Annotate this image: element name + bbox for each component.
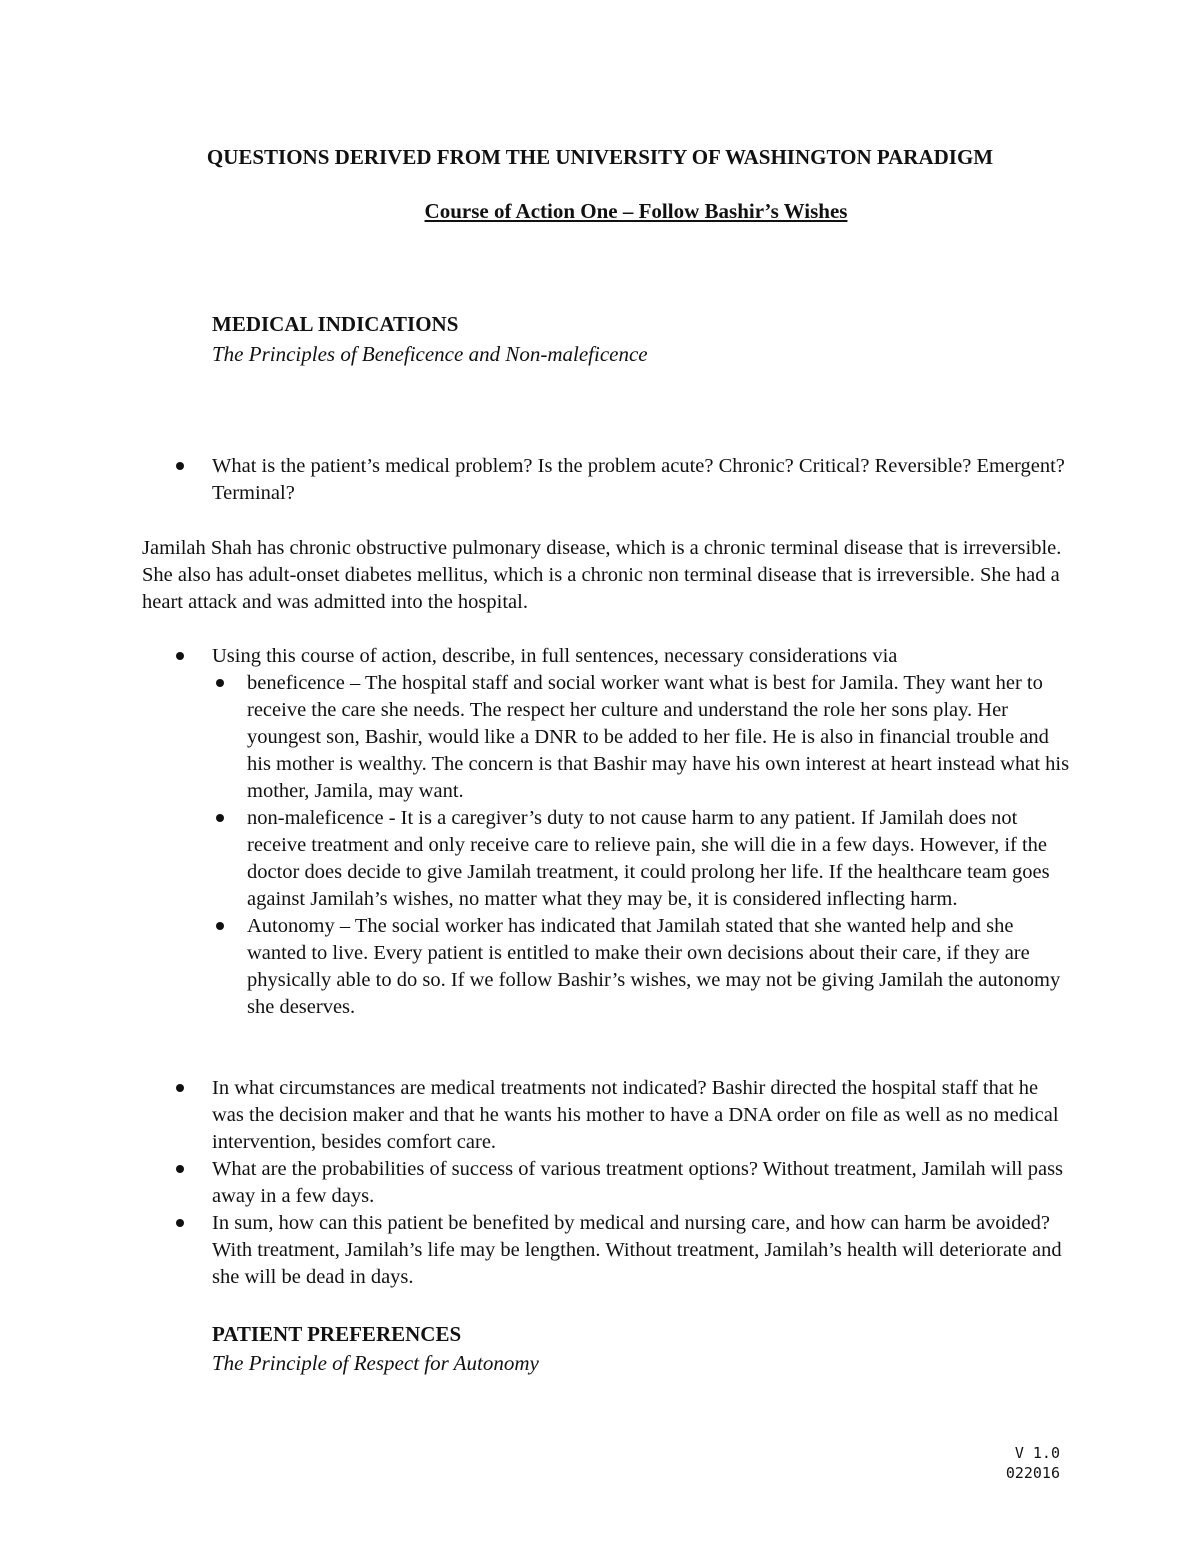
list-item bbox=[212, 1075, 1072, 1156]
question-text: What are the probabilities of success of various treatment options? Without treatment, Jamilah will pass away in a few days. bbox=[212, 1158, 1064, 1207]
list-item bbox=[247, 805, 1072, 913]
question-list-1 bbox=[212, 453, 1072, 507]
version-code: 022016 bbox=[1005, 1464, 1060, 1482]
question-text: What is the patient’s medical problem? Is the problem acute? Chronic? Critical? Reversible? Emergent? Terminal? bbox=[212, 455, 1065, 504]
list-item bbox=[212, 453, 1072, 507]
non-maleficence-text: non-maleficence - It is a caregiver’s duty to not cause harm to any patient. If Jamilah does not receive treatment and only receive care to relieve pain, she will die in a few days. However, if the doctor does decide to give Jamilah treatment, it could prolong her life. If the healthcare team goes against Jamilah’s wishes, no matter what they may be, it is considered inflecting harm. bbox=[247, 807, 1050, 910]
version-label: V 1.0 bbox=[1014, 1444, 1060, 1462]
answer-paragraph: Jamilah Shah has chronic obstructive pulmonary disease, which is a chronic terminal disease that is irreversible. She also has adult-onset diabetes mellitus, which is a chronic non terminal disease that is irreversible. She had a heart attack and was admitted into the hospital. bbox=[142, 537, 1062, 613]
document-title: QUESTIONS DERIVED FROM THE UNIVERSITY OF WASHINGTON PARADIGM bbox=[206, 145, 994, 169]
beneficence-text: beneficence – The hospital staff and social worker want what is best for Jamila. They want her to receive the care she needs. The respect her culture and understand the role her sons play. Her youngest son, Bashir, would like a DNR to be added to her file. He is also in financial trouble and his mother is wealthy. The concern is that Bashir may have his own interest at heart instead what his mother, Jamila, may want. bbox=[247, 672, 1070, 802]
question-list-2 bbox=[212, 643, 1072, 1021]
list-item bbox=[212, 1156, 1072, 1210]
question-list-3 bbox=[212, 1075, 1072, 1291]
list-item bbox=[247, 913, 1072, 1021]
document-subtitle: Course of Action One – Follow Bashir’s Wishes bbox=[424, 199, 848, 223]
list-item bbox=[212, 643, 1072, 1021]
question-text: In sum, how can this patient be benefited by medical and nursing care, and how can harm be avoided? With treatment, Jamilah’s life may be lengthen. Without treatment, Jamilah’s health will deteriorate and she will be dead in days. bbox=[212, 1212, 1062, 1288]
list-item bbox=[212, 1210, 1072, 1291]
section-principle-patient: The Principle of Respect for Autonomy bbox=[212, 1351, 539, 1375]
autonomy-text: Autonomy – The social worker has indicated that Jamilah stated that she wanted help and she wanted to live. Every patient is entitled to make their own decisions about their care, if they are physically able to do so. If we follow Bashir’s wishes, we may not be giving Jamilah the autonomy she deserves. bbox=[247, 915, 1061, 1018]
section-heading-medical-indications: MEDICAL INDICATIONS bbox=[212, 312, 459, 336]
consideration-list bbox=[212, 670, 1072, 1021]
list-item bbox=[247, 670, 1072, 805]
section-heading-patient-preferences: PATIENT PREFERENCES bbox=[212, 1322, 462, 1346]
question-text: Using this course of action, describe, in full sentences, necessary considerations via bbox=[212, 645, 898, 667]
version-footer bbox=[1006, 1443, 1060, 1483]
question-text: In what circumstances are medical treatments not indicated? Bashir directed the hospital staff that he was the decision maker and that he wants his mother to have a DNA order on file as well as no medical intervention, besides comfort care. bbox=[212, 1077, 1059, 1153]
section-principle-medical: The Principles of Beneficence and Non-maleficence bbox=[212, 342, 648, 366]
